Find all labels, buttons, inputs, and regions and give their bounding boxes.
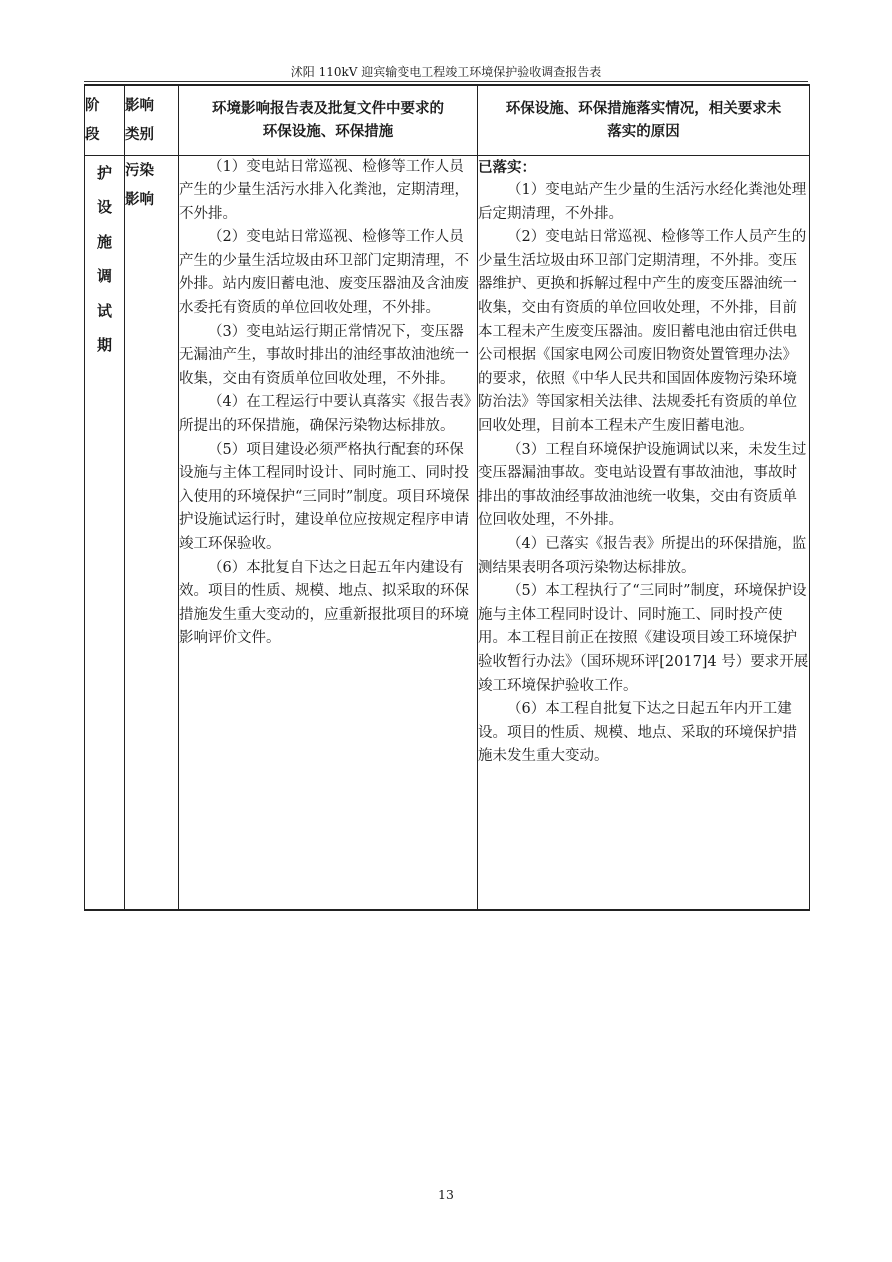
table-row — [85, 155, 810, 910]
stage-char: 调 — [96, 267, 112, 285]
requirement-item-1: （1）变电站日常巡视、检修等工作人员产生的少量生活污水排入化粪池，定期清理，不外排。 — [179, 158, 469, 222]
column-header-stage — [85, 85, 125, 155]
stage-char: 施 — [96, 232, 112, 251]
table-header-row — [85, 85, 810, 155]
implementation-cell — [478, 155, 810, 910]
column-header-stage-line-1: 阶 — [85, 97, 100, 115]
stage-char: 设 — [96, 198, 112, 216]
page-number: 13 — [438, 1187, 454, 1202]
requirement-item-4: （4）在工程运行中要认真落实《报告表》所提出的环保措施，确保污染物达标排放。 — [179, 394, 471, 435]
requirements-cell — [179, 155, 478, 910]
implementation-item-1: （1）变电站产生少量的生活污水经化粪池处理后定期清理，不外排。 — [478, 182, 807, 222]
requirement-item-2: （2）变电站日常巡视、检修等工作人员产生的少量生活垃圾由环卫部门定期清理，不外排。站内废旧蓄电池、废变压器油及含油废水委托有资质的单位回收处理，不外排。 — [179, 229, 469, 317]
column-header-implementation-line-1: 环保设施、环保措施落实情况，相关要求未 — [505, 100, 782, 118]
column-header-implementation — [478, 85, 810, 155]
column-header-implementation-line-2: 落实的原因 — [607, 123, 680, 141]
requirement-item-5: （5）项目建设必须严格执行配套的环保设施与主体工程同时设计、同时施工、同时投入使用的环境保护“三同时”制度。项目环境保护设施试运行时，建设单位应按规定程序申请竣工环保验收。 — [179, 441, 470, 552]
implementation-lead: 已落实： — [478, 158, 536, 176]
column-header-impact-type-line-2: 类别 — [125, 126, 154, 144]
header-rule — [84, 81, 808, 82]
implementation-item-4: （4）已落实《报告表》所提出的环保措施，监测结果表明各项污染物达标排放。 — [478, 536, 807, 576]
requirement-item-3: （3）变电站运行期正常情况下，变压器无漏油产生，事故时排出的油经事故油池统一收集，交由有资质单位回收处理，不外排。 — [179, 323, 469, 387]
implementation-item-5: （5）本工程执行了“三同时”制度，环境保护设施与主体工程同时设计、同时施工、同时投产使用。本工程目前正在按照《建设项目竣工环境保护验收暂行办法》（国环规环评[2017]4 号）要求开展竣工环境保护验收工作。 — [478, 583, 809, 694]
column-header-stage-line-2: 段 — [85, 126, 100, 144]
column-header-impact-type-line-1: 影响 — [125, 97, 154, 115]
stage-char: 试 — [96, 301, 112, 320]
implementation-item-2: （2）变电站日常巡视、检修等工作人员产生的少量生活垃圾由环卫部门定期清理，不外排。变压器维护、更换和拆解过程中产生的废变压器油统一收集，交由有资质的单位回收处理，不外排，目前本工程未产生废变压器油。废旧蓄电池由宿迁供电公司根据《国家电网公司废旧物资处置管理办法》的要求，依照《中华人民共和国固体废物污染环境防治法》等国家相关法律、法规委托有资质的单位回收处理，目前本工程未产生废旧蓄电池。 — [478, 229, 807, 435]
column-header-requirements-line-1: 环境影响报告表及批复文件中要求的 — [212, 100, 444, 118]
page-header: 沭阳 110kV 迎宾输变电工程竣工环境保护验收调查报告表 — [290, 65, 602, 79]
impact-type-cell — [125, 155, 179, 910]
impact-type-line-1: 污染 — [125, 161, 154, 179]
acceptance-table — [84, 84, 810, 911]
stage-cell — [85, 155, 125, 910]
column-header-impact-type — [125, 85, 179, 155]
stage-char: 期 — [96, 336, 112, 354]
column-header-requirements — [179, 85, 478, 155]
stage-char: 护 — [96, 163, 112, 182]
column-header-requirements-line-2: 环保设施、环保措施 — [262, 123, 394, 141]
requirement-item-6: （6）本批复自下达之日起五年内建设有效。项目的性质、规模、地点、拟采取的环保措施发生重大变动的，应重新报批项目的环境影响评价文件。 — [179, 559, 469, 647]
implementation-item-6: （6）本工程自批复下达之日起五年内开工建设。项目的性质、规模、地点、采取的环境保护措施未发生重大变动。 — [478, 701, 797, 765]
impact-type-line-2: 影响 — [125, 190, 154, 208]
implementation-item-3: （3）工程自环境保护设施调试以来，未发生过变压器漏油事故。变电站设置有事故油池，事故时排出的事故油经事故油池统一收集，交由有资质单位回收处理，不外排。 — [478, 441, 807, 529]
